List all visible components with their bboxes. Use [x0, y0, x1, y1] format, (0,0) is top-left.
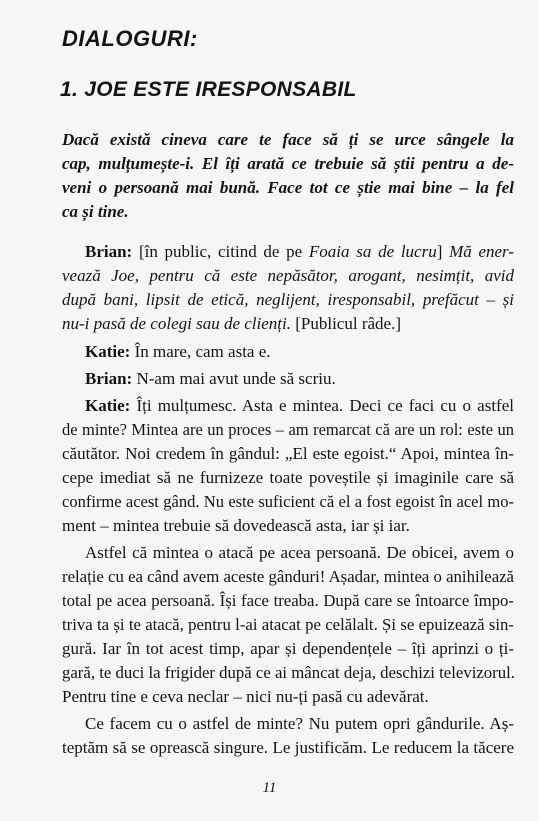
dialogue-text: N-am mai avut unde să scriu.: [132, 369, 336, 388]
speaker-name: Katie:: [85, 396, 131, 415]
dialogue-line: confirme acest gând. Nu este suficient că el a fost egoist în acel mo-: [62, 492, 514, 511]
dialogue-line: [85, 340, 514, 364]
intro-line: cap, mulțumește-i. El îți arată ce trebuie să știi pentru a de-: [62, 154, 514, 173]
body-line: Astfel că mintea o atacă pe acea persoană. De obicei, avem o: [85, 543, 514, 562]
body-line: Pentru tine e ceva neclar – nici nu-ți pasă cu adevărat.: [62, 687, 429, 706]
dialogue-text: nu-i pasă de colegi sau de clienți.: [62, 314, 291, 333]
body-line: Ce facem cu o astfel de minte? Nu putem opri gândurile. Aș-: [85, 714, 514, 733]
dialogue-text: ]: [436, 242, 450, 261]
dialogue-line: [85, 367, 514, 391]
dialogue-line: ment – mintea trebuie să dovedească asta, iar și iar.: [62, 516, 410, 535]
body-line: gură. Iar în tot acest timp, apar și dependențele – îți aprinzi o ți-: [62, 639, 514, 658]
body-line: total pe acea persoană. Își face treaba. După care se întoarce împo-: [62, 591, 514, 610]
stage-direction: [Publicul râde.]: [290, 314, 401, 333]
intro-line: veni o persoană mai bună. Face tot ce știe mai bine – la fel: [62, 178, 514, 197]
body-line: gară, te duci la frigider după ce ai mâncat deja, deschizi televizorul.: [62, 663, 515, 682]
dialogue-line: căutător. Noi credem în gândul: „El este egoist.“ Apoi, mintea în-: [62, 444, 514, 463]
dialogue-line: cepe imediat să ne furnizeze toate poveștile și imaginile care să: [62, 468, 514, 487]
chapter-title: 1. JOE ESTE IRESPONSABIL: [60, 78, 357, 101]
body-line: teptăm să se oprească singure. Le justificăm. Le reducem la tăcere: [62, 738, 514, 757]
dialogue-text: Mă ener-: [449, 242, 514, 261]
speaker-name: Brian:: [85, 369, 133, 388]
body-line: triva ta și te atacă, pentru l-ai atacat pe celălalt. Și se epuizează sin-: [62, 615, 514, 634]
dialogue-text: În mare, cam asta e.: [130, 342, 271, 361]
dialogue-line: [85, 240, 514, 264]
dialogue-line: de minte? Mintea are un proces – am remarcat că are un rol: este un: [62, 420, 514, 439]
speaker-name: Katie:: [85, 342, 131, 361]
intro-line: ca și tine.: [62, 202, 129, 221]
dialogue-text: [în public, citind de pe: [132, 242, 309, 261]
dialogue-text: Îți mulțumesc. Asta e mintea. Deci ce faci cu o astfel: [130, 396, 514, 415]
intro-line: Dacă există cineva care te face să ți se urce sângele la: [62, 130, 514, 149]
section-heading: DIALOGURI:: [62, 26, 198, 51]
body-line: relație cu ea când avem aceste gânduri! Așadar, mintea o anihilează: [62, 567, 514, 586]
dialogue-line: după bani, lipsit de etică, neglijent, iresponsabil, prefăcut – și: [62, 290, 514, 309]
speaker-name: Brian:: [85, 242, 133, 261]
worksheet-title: Foaia sa de lucru: [308, 242, 437, 261]
dialogue-line: vează Joe, pentru că este nepăsător, arogant, nesimțit, avid: [62, 266, 514, 285]
page-number: 11: [262, 780, 277, 796]
dialogue-line: [85, 394, 514, 418]
dialogue-line: [62, 312, 514, 336]
